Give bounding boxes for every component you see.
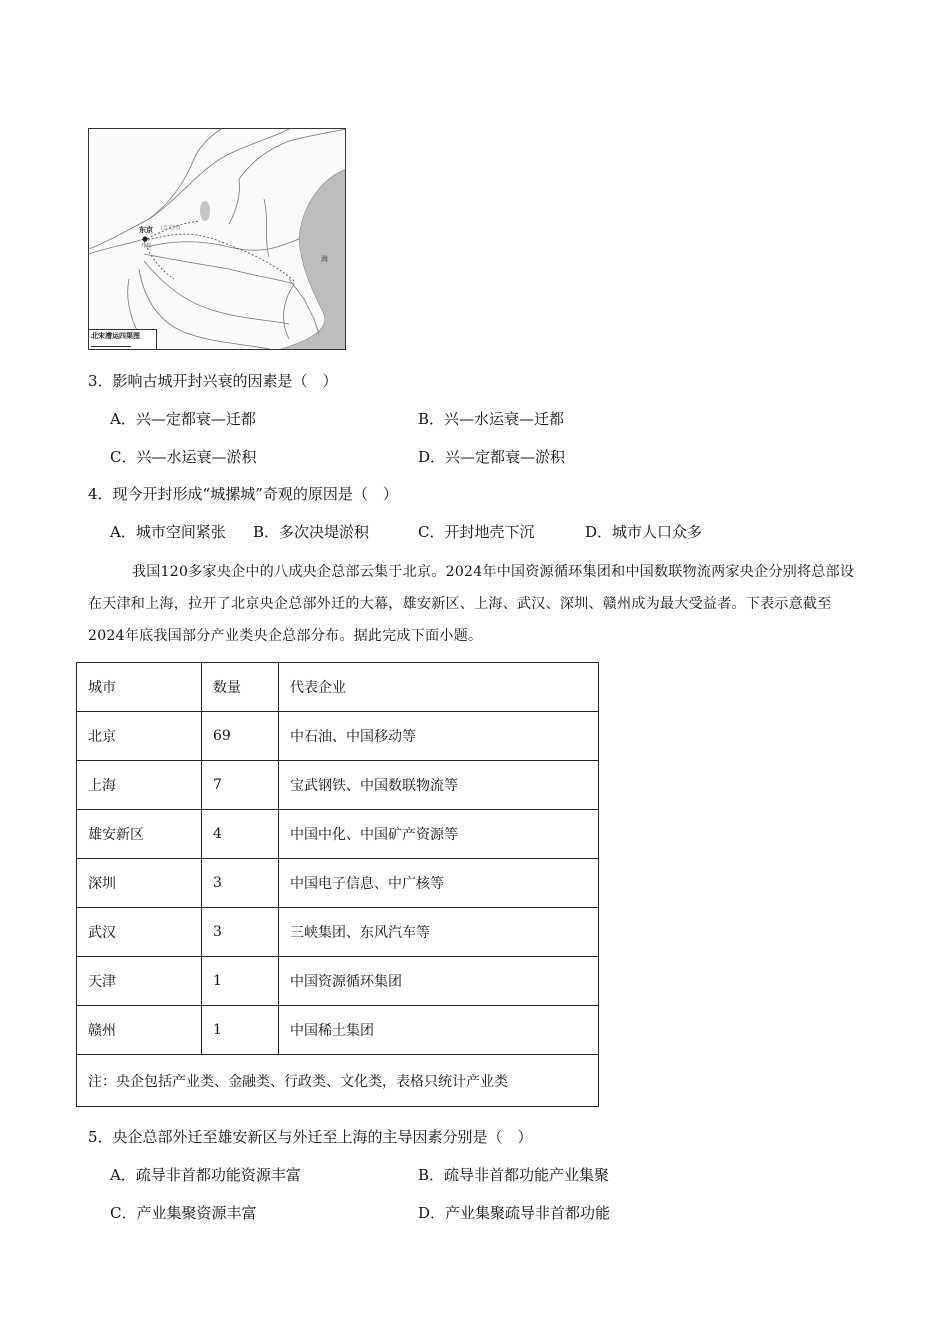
cell-city: 上海 — [77, 761, 202, 810]
cell-count: 4 — [202, 810, 279, 859]
q5-option-b[interactable]: B．疏导非首都功能产业集聚 — [418, 1166, 610, 1184]
cell-count: 1 — [202, 1006, 279, 1055]
map-city-label: 东京 — [139, 226, 153, 234]
table-row — [77, 810, 599, 859]
q5-option-d[interactable]: D．产业集聚疏导非首都功能 — [418, 1204, 611, 1222]
cell-city: 天津 — [77, 957, 202, 1006]
q4-stem: 4．现今开封形成“城摞城”奇观的原因是（ ） — [88, 485, 398, 503]
table-row — [77, 908, 599, 957]
q4-option-a[interactable]: A．城市空间紧张 — [110, 523, 226, 541]
table-row — [77, 859, 599, 908]
q4-option-b[interactable]: B．多次决堤淤积 — [253, 523, 370, 541]
table-note-row — [77, 1055, 599, 1107]
q4-option-d[interactable]: D．城市人口众多 — [585, 523, 703, 541]
map-scale-bar — [91, 342, 131, 347]
table-row — [77, 761, 599, 810]
q3-stem: 3．影响古城开封兴衰的因素是（ ） — [88, 372, 338, 390]
q3-option-c[interactable]: C．兴—水运衰—淤积 — [110, 448, 257, 466]
cell-count: 7 — [202, 761, 279, 810]
cell-companies: 三峡集团、东风汽车等 — [279, 908, 599, 957]
q3-option-b[interactable]: B．兴—水运衰—迁都 — [418, 410, 565, 428]
header-companies: 代表企业 — [279, 663, 599, 712]
cell-companies: 中国资源循环集团 — [279, 957, 599, 1006]
cell-companies: 中国中化、中国矿产资源等 — [279, 810, 599, 859]
table-row — [77, 1006, 599, 1055]
header-city: 城市 — [77, 663, 202, 712]
q3-option-a[interactable]: A．兴—定都衰—迁都 — [110, 410, 256, 428]
cell-city: 武汉 — [77, 908, 202, 957]
table-row — [77, 957, 599, 1006]
q5-stem: 5．央企总部外迁至雄安新区与外迁至上海的主导因素分别是（ ） — [88, 1128, 533, 1146]
q5-option-a[interactable]: A．疏导非首都功能资源丰富 — [110, 1166, 301, 1184]
cell-count: 3 — [202, 859, 279, 908]
passage-text: 我国120多家央企中的八成央企总部云集于北京。2024年中国资源循环集团和中国数联物流两家央企分别将总部设在天津和上海，拉开了北京央企总部外迁的大幕，雄安新区、上海、武汉、深圳、赣州成为最大受益者。下表示意截至2024年底我国部分产业类央企总部分布。据此完成下面小题。 — [88, 564, 855, 644]
canal-map-drawing — [89, 129, 346, 350]
cell-city: 深圳 — [77, 859, 202, 908]
cell-city: 北京 — [77, 712, 202, 761]
table-row — [77, 712, 599, 761]
map-sea-label: 海 — [321, 255, 328, 263]
q5-option-c[interactable]: C．产业集聚资源丰富 — [110, 1204, 257, 1222]
canal-map-figure — [88, 128, 346, 350]
cell-companies: 中国电子信息、中广核等 — [279, 859, 599, 908]
cell-count: 69 — [202, 712, 279, 761]
q4-option-c[interactable]: C．开封地壳下沉 — [418, 523, 535, 541]
cell-companies: 中国稀土集团 — [279, 1006, 599, 1055]
map-city-sublabel: 开封 — [141, 243, 152, 249]
q3-option-d[interactable]: D．兴—定都衰—淤积 — [418, 448, 566, 466]
header-count: 数量 — [202, 663, 279, 712]
cell-city: 雄安新区 — [77, 810, 202, 859]
hq-distribution-table — [76, 662, 599, 1107]
table-header-row — [77, 663, 599, 712]
map-legend — [89, 329, 157, 349]
map-title: 北宋漕运四渠图 — [91, 332, 140, 340]
cell-count: 1 — [202, 957, 279, 1006]
cell-companies: 宝武钢铁、中国数联物流等 — [279, 761, 599, 810]
cell-count: 3 — [202, 908, 279, 957]
cell-companies: 中石油、中国移动等 — [279, 712, 599, 761]
cell-city: 赣州 — [77, 1006, 202, 1055]
table-note: 注：央企包括产业类、金融类、行政类、文化类，表格只统计产业类 — [77, 1055, 599, 1107]
map-canal-label: (五丈河) — [161, 225, 180, 231]
